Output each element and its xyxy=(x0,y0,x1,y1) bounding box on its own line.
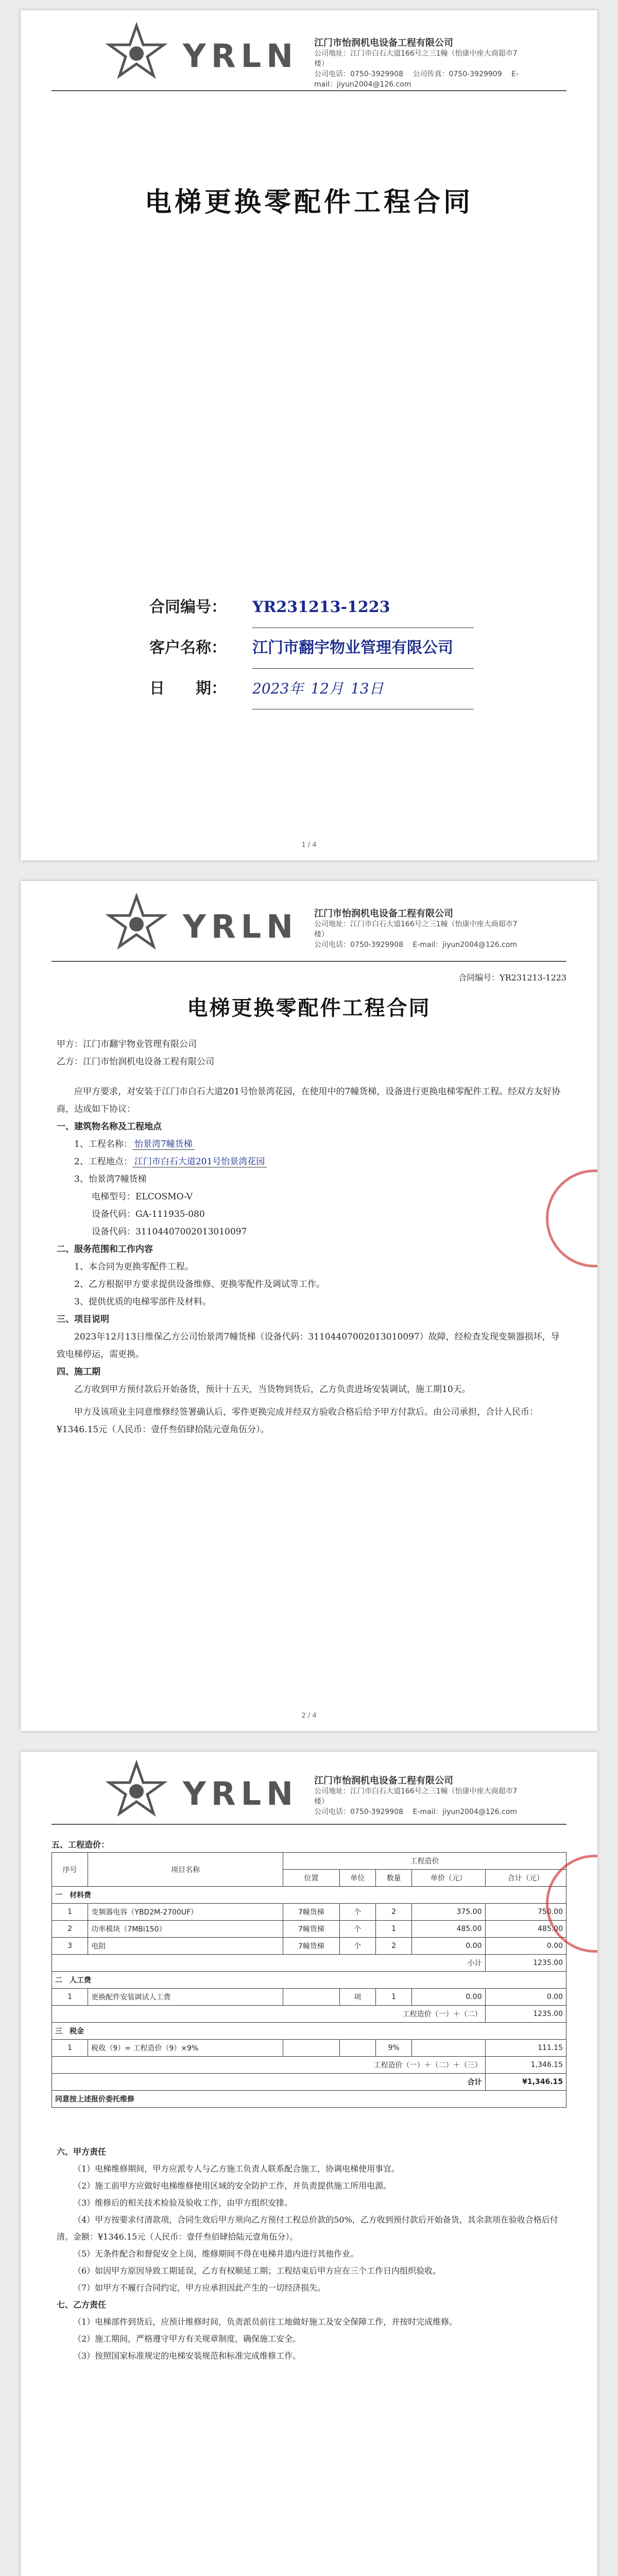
b-duty-3: （3）按照国家标准规定的电梯安装规范和标准完成维修工作。 xyxy=(73,2351,301,2361)
cell-unit: 个 xyxy=(339,1938,375,1955)
party-b-label: 乙方： xyxy=(57,1057,83,1067)
date-value xyxy=(252,669,474,709)
subtotal-label: 工程造价（一）＋（二）＋（三） xyxy=(52,2057,486,2074)
responsibilities xyxy=(57,2143,561,2364)
company-logo-icon xyxy=(98,22,175,86)
letterhead-rule xyxy=(52,90,566,91)
letterhead xyxy=(98,892,520,957)
subtotal-row xyxy=(52,2006,566,2023)
date-row xyxy=(149,669,474,709)
address-label: 公司地址： xyxy=(314,49,350,58)
cell-price: 0.00 xyxy=(412,1989,485,2006)
cell-no: 2 xyxy=(52,1921,88,1938)
email-label: E-mail： xyxy=(413,941,443,949)
total-label: 合计 xyxy=(52,2074,486,2091)
client-name: 江门市翻宇物业管理有限公司 xyxy=(252,628,474,669)
table-caption: 工程造价 xyxy=(283,1853,566,1870)
code-label: 设备代码： xyxy=(92,1227,135,1237)
elevator-title: 3、怡景湾7幢货梯 xyxy=(74,1174,147,1184)
cell-name: 税收（9）= 工程造价（9）×9% xyxy=(88,2040,283,2057)
contract-no: YR231213-1223 xyxy=(252,587,474,628)
cell-price: 0.00 xyxy=(412,1938,485,1955)
b-duty-2: （2）施工期间，严格遵守甲方有关规章制度，确保施工安全。 xyxy=(73,2334,301,2344)
project-name-label: 1、工程名称： xyxy=(74,1139,132,1149)
page-number: 1 / 4 xyxy=(301,841,317,849)
reg-label: 设备代码： xyxy=(92,1209,135,1219)
letterhead-info xyxy=(314,38,520,90)
subtotal-row xyxy=(52,2057,566,2074)
cell-name: 更换配件安装调试人工费 xyxy=(88,1989,283,2006)
b-duty-1: （1）电梯部件到货后，应预计维修时间，负责派员前往工地做好施工及安全保障工作，并按时完成维修。 xyxy=(73,2317,458,2327)
cell-loc: 7幢货梯 xyxy=(283,1938,340,1955)
col-price: 单价（元） xyxy=(412,1870,485,1887)
date-month: 12月 xyxy=(311,680,344,697)
cell-no: 1 xyxy=(52,2040,88,2057)
letterhead-info xyxy=(314,909,520,950)
section-5-title: 五、工程造价： xyxy=(52,1840,110,1850)
date-day: 13日 xyxy=(350,680,384,697)
email: jiyun2004@126.com xyxy=(442,1808,517,1816)
cell-price xyxy=(412,2040,485,2057)
a-duty-2: （2）施工前甲方应做好电梯维修使用区域的安全防护工作，并负责提供施工所用电源。 xyxy=(73,2181,392,2191)
cell-name: 电阻 xyxy=(88,1938,283,1955)
section-4-title: 四、施工期 xyxy=(57,1367,100,1377)
a-duty-1: （1）电梯维修期间，甲方应派专人与乙方施工负责人联系配合施工，协调电梯使用事宜。 xyxy=(73,2164,400,2174)
company-name: 江门市怡润机电设备工程有限公司 xyxy=(314,38,453,48)
subtotal-value: 1235.00 xyxy=(485,1955,566,1972)
brand-wordmark: YRLN xyxy=(183,908,299,945)
contract-number: 合同编号：YR231213-1223 xyxy=(458,973,566,982)
section-3-text: 2023年12月13日维保乙方公司怡景湾7幢货梯（设备代码：31104407002013010097）故障，经检查发现变频器损坏，导致电梯停运，需更换。 xyxy=(57,1332,560,1360)
cell-qty: 1 xyxy=(375,1989,411,2006)
total-row xyxy=(52,2074,566,2091)
subtotal-label: 小计 xyxy=(52,1955,486,1972)
col-name: 项目名称 xyxy=(88,1853,283,1887)
contract-body xyxy=(57,1036,561,1438)
table-row xyxy=(52,1938,566,1955)
intro-paragraph: 应甲方要求，对安装于江门市白石大道201号怡景湾花园，在使用中的7幢货梯，设备进行更换电梯零配件工程。经双方友好协商，达成如下协议： xyxy=(57,1087,561,1114)
project-site: 江门市白石大道201号怡景湾花园 xyxy=(132,1157,267,1167)
cell-loc xyxy=(283,2040,340,2057)
cell-no: 1 xyxy=(52,1904,88,1921)
phone: 0750-3929908 xyxy=(350,1808,404,1816)
cost-table xyxy=(52,1852,566,2108)
col-qty: 数量 xyxy=(375,1870,411,1887)
fax-label: 公司传真： xyxy=(413,70,449,78)
contract-no-row xyxy=(149,587,474,628)
col-no: 序号 xyxy=(52,1853,88,1887)
cell-amount: 750.00 xyxy=(485,1904,566,1921)
cell-price: 485.00 xyxy=(412,1921,485,1938)
subtotal-label: 工程造价（一）＋（二） xyxy=(52,2006,486,2023)
a-duty-6: （6）如因甲方原因导致工期延误，乙方有权顺延工期；工程结束后甲方应在三个工作日内组织验收。 xyxy=(73,2266,441,2276)
company-name: 江门市怡润机电设备工程有限公司 xyxy=(314,908,453,919)
table-row xyxy=(52,1989,566,2006)
approval-note: 同意按上述报价委托维修 xyxy=(52,2091,566,2108)
contract-title: 电梯更换零配件工程合同 xyxy=(187,996,431,1020)
col-amount: 合计（元） xyxy=(485,1870,566,1887)
a-duty-3: （3）维修后的相关技术检验及验收工作，由甲方组织安排。 xyxy=(73,2198,293,2208)
party-b: 江门市怡润机电设备工程有限公司 xyxy=(83,1057,214,1067)
company-name: 江门市怡润机电设备工程有限公司 xyxy=(314,1775,453,1786)
email-label: E-mail： xyxy=(413,1808,443,1816)
cell-unit: 个 xyxy=(339,1904,375,1921)
letterhead xyxy=(98,22,520,89)
total-value: ¥1,346.15 xyxy=(485,2074,566,2091)
cell-amount: 0.00 xyxy=(485,1938,566,1955)
a-duty-5: （5）无条件配合和督促安全上岗，维修期间不得在电梯井道内进行其他作业。 xyxy=(73,2249,359,2259)
address-label: 公司地址： xyxy=(314,920,350,928)
brand-wordmark: YRLN xyxy=(183,1775,299,1812)
phone-label: 公司电话： xyxy=(314,70,350,78)
section-2-title: 二、服务范围和工作内容 xyxy=(57,1244,153,1255)
equipment-code: 31104407002013010097 xyxy=(135,1227,247,1237)
phone-label: 公司电话： xyxy=(314,1808,350,1816)
client-label: 客户名称： xyxy=(149,639,227,657)
cell-amount: 111.15 xyxy=(485,2040,566,2057)
email: jiyun2004@126.com xyxy=(337,80,411,89)
cell-qty: 9% xyxy=(375,2040,411,2057)
model: ELCOSMO-V xyxy=(135,1192,193,1202)
cell-name: 功率模块（7MBi150） xyxy=(88,1921,283,1938)
email: jiyun2004@126.com xyxy=(442,941,517,949)
address: 江门市白石大道166号之三1幢（怡康中座大商超市7楼） xyxy=(314,49,518,68)
cell-qty: 2 xyxy=(375,1938,411,1955)
party-a-label: 甲方： xyxy=(57,1039,83,1049)
section-1-title: 一、建筑物名称及工程地点 xyxy=(57,1122,162,1132)
section-3-title: 三、项目说明 xyxy=(57,1314,109,1325)
address: 江门市白石大道166号之三1幢（怡康中座大商超市7楼） xyxy=(314,920,518,939)
cover-title: 电梯更换零配件工程合同 xyxy=(144,187,473,218)
project-site-label: 2、工程地点： xyxy=(74,1157,132,1167)
phone: 0750-3929908 xyxy=(350,941,404,949)
fax: 0750-3929909 xyxy=(449,70,502,78)
group-label: 二 人工费 xyxy=(52,1972,566,1989)
cell-name: 变频器电容（YBD2M-2700UF） xyxy=(88,1904,283,1921)
model-label: 电梯型号： xyxy=(92,1192,135,1202)
col-location: 位置 xyxy=(283,1870,340,1887)
table-row xyxy=(52,2040,566,2057)
cell-unit xyxy=(339,2040,375,2057)
company-logo-icon xyxy=(98,892,175,957)
page-number: 2 / 4 xyxy=(301,1712,317,1720)
subtotal-value: 1,346.15 xyxy=(485,2057,566,2074)
a-duty-4: （4）甲方按要求付清款项，合同生效后甲方须向乙方预付工程总价款的50%，乙方收到预付款后开始备货，其余款项在验收合格后付清。金额：¥1346.15元（人民币：壹仟叁佰肆拾陆元壹角伍分）。 xyxy=(57,2215,558,2242)
cell-unit: 个 xyxy=(339,1921,375,1938)
cell-loc xyxy=(283,1989,340,2006)
cell-price: 375.00 xyxy=(412,1904,485,1921)
address: 江门市白石大道166号之三1幢（怡康中座大商超市7楼） xyxy=(314,1787,518,1806)
project-name: 怡景湾7幢货梯 xyxy=(132,1139,195,1150)
address-label: 公司地址： xyxy=(314,1787,350,1795)
letterhead xyxy=(98,1759,520,1816)
cell-no: 3 xyxy=(52,1938,88,1955)
table-row xyxy=(52,1921,566,1938)
cell-amount: 0.00 xyxy=(485,1989,566,2006)
brand-wordmark: YRLN xyxy=(183,37,299,75)
page-3 xyxy=(21,1752,597,2576)
letterhead-info xyxy=(314,1776,520,1817)
payment-text: 甲方及该项业主同意维修经签署确认后，零件更换完成并经双方验收合格后给予甲方付款后。由公司承担，合计人民币：¥1346.15元（人民币：壹仟叁佰肆拾陆元壹角伍分）。 xyxy=(57,1407,538,1435)
scope-item-1: 1、本合同为更换零配件工程。 xyxy=(74,1262,194,1272)
phone-label: 公司电话： xyxy=(314,941,350,949)
client-row xyxy=(149,628,474,669)
company-logo-icon xyxy=(98,1759,175,1824)
section-6-title: 六、甲方责任 xyxy=(57,2147,107,2157)
cell-unit: 项 xyxy=(339,1989,375,2006)
scope-item-2: 2、乙方根据甲方要求提供设备维修、更换零配件及调试等工作。 xyxy=(74,1279,325,1290)
contract-no-label: 合同编号： xyxy=(149,598,227,616)
reg-code: GA-111935-080 xyxy=(135,1209,205,1219)
cell-no: 1 xyxy=(52,1989,88,2006)
section-4-text: 乙方收到甲方预付款后开始备货，预计十五天，当货物到货后，乙方负责进场安装调试，施工期10天。 xyxy=(74,1384,471,1395)
cell-loc: 7幢货梯 xyxy=(283,1904,340,1921)
date-label: 日 期： xyxy=(149,680,227,698)
subtotal-row xyxy=(52,1955,566,1972)
email-label: E-mail： xyxy=(314,70,519,89)
section-7-title: 七、乙方责任 xyxy=(57,2300,107,2310)
cell-loc: 7幢货梯 xyxy=(283,1921,340,1938)
page-2 xyxy=(21,881,597,1731)
cover-fields xyxy=(149,587,474,709)
cell-qty: 2 xyxy=(375,1904,411,1921)
page-1 xyxy=(21,10,597,860)
phone: 0750-3929908 xyxy=(350,70,404,78)
a-duty-7: （7）如甲方不履行合同约定，甲方应承担因此产生的一切经济损失。 xyxy=(73,2283,326,2293)
cell-amount: 485.00 xyxy=(485,1921,566,1938)
group-label: 三 税金 xyxy=(52,2023,566,2040)
letterhead-rule xyxy=(52,1824,566,1825)
party-a: 江门市翻宇物业管理有限公司 xyxy=(83,1039,197,1049)
table-row xyxy=(52,1904,566,1921)
scope-item-3: 3、提供优质的电梯零部件及材料。 xyxy=(74,1297,211,1307)
date-year: 2023年 xyxy=(252,680,304,697)
letterhead-rule xyxy=(52,961,566,962)
subtotal-value: 1235.00 xyxy=(485,2006,566,2023)
cell-qty: 1 xyxy=(375,1921,411,1938)
col-unit: 单位 xyxy=(339,1870,375,1887)
group-label: 一 材料费 xyxy=(52,1887,566,1904)
